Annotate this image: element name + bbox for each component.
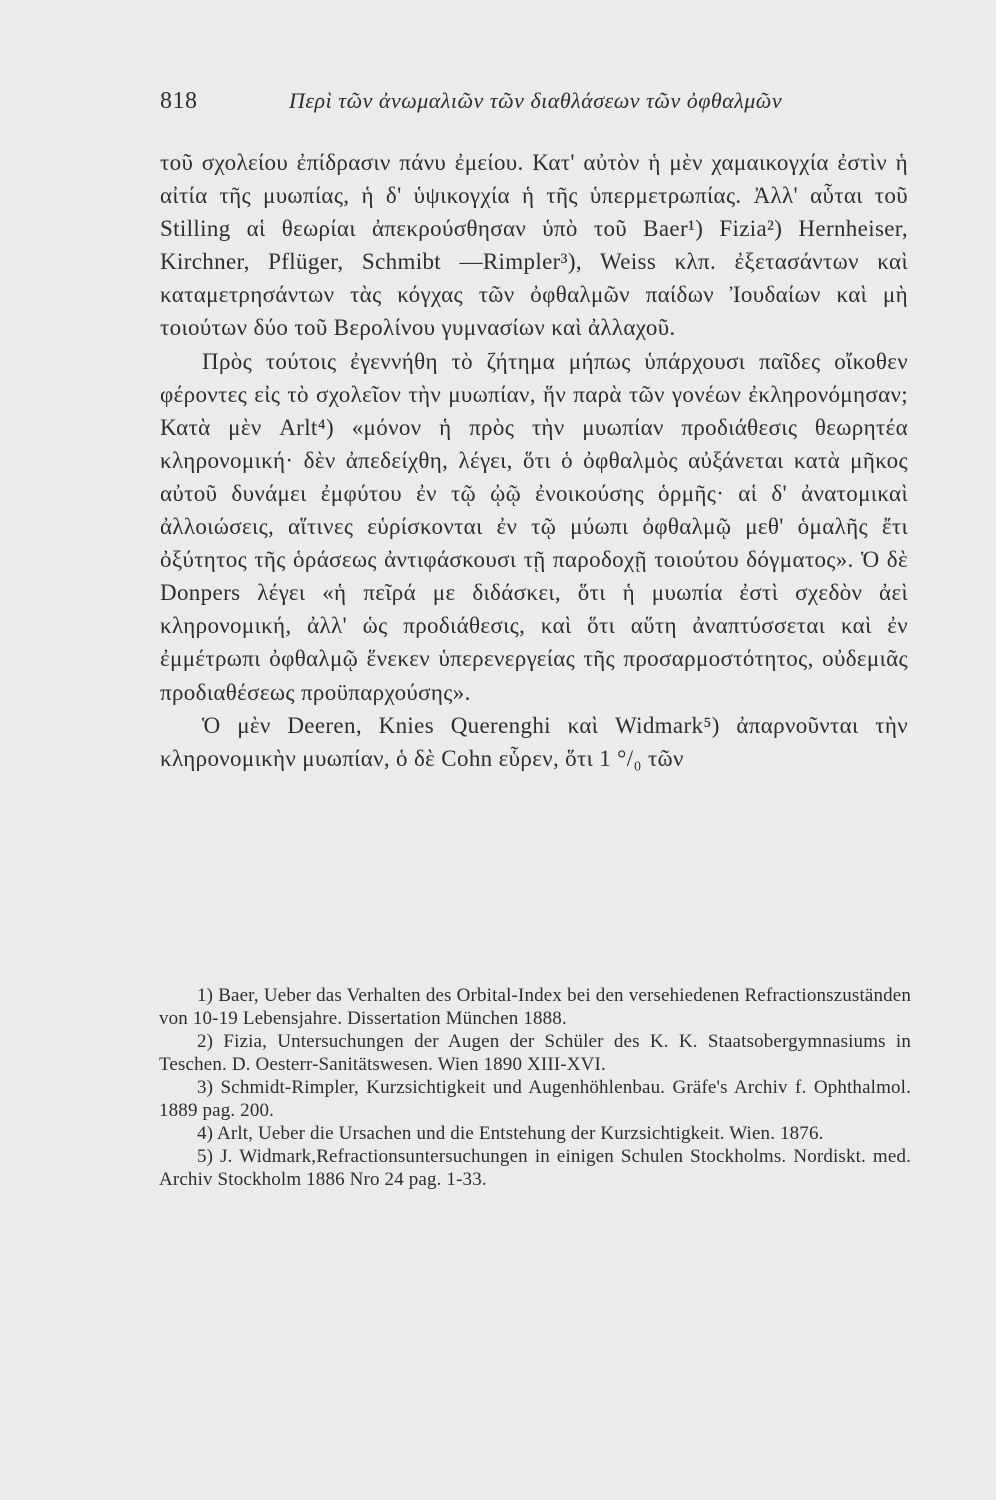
footnote: 2) Fizia, Untersuchungen der Augen der Schüler des K. K. Staatsobergymnasiums in Teschen. D. Oesterr-Sanitätswesen. Wien 1890 XIII-XVI. (159, 1031, 911, 1075)
page-number: 818 (160, 88, 198, 114)
body-text (160, 146, 908, 775)
footnote: 3) Schmidt-Rimpler, Kurzsichtigkeit und Augenhöhlenbau. Gräfe's Archiv f. Ophthalmol. 1889 pag. 200. (159, 1077, 911, 1121)
footnote: 4) Arlt, Ueber die Ursachen und die Entstehung der Kurzsichtigkeit. Wien. 1876. (197, 1123, 824, 1144)
footnote: 1) Baer, Ueber das Verhalten des Orbital-Index bei den versehiedenen Refractionszuständen von 10-19 Lebensjahre. Dissertation München 1888. (159, 985, 911, 1029)
footnotes (159, 984, 911, 1191)
page-header (160, 88, 920, 122)
footnote: 5) J. Widmark,Refractionsuntersuchungen in einigen Schulen Stockholms. Nordiskt. med. Archiv Stockholm 1886 Nro 24 pag. 1-33. (159, 1146, 911, 1190)
paragraph: Πρὸς τούτοις ἐγεννήθη τὸ ζήτημα μήπως ὑπάρχουσι παῖδες οἴκοθεν φέροντες εἰς τὸ σχολεῖον τὴν μυωπίαν, ἥν παρὰ τῶν γονέων ἐκληρονόμησαν; Κατὰ μὲν Arlt⁴) «μόνον ἡ πρὸς τὴν μυωπίαν προδιάθεσις θεωρητέα κληρονομική· δὲν ἀπεδείχθη, λέγει, ὅτι ὁ ὀφθαλμὸς αὐξάνεται κατὰ μῆκος αὐτοῦ δυνάμει ἐμφύτου ἐν τῷ ᾠῷ ἐνοικούσης ὁρμῆς· αἱ δ' ἀνατομικαὶ ἀλλοιώσεις, αἵτινες εὑρίσκονται ἐν τῷ μύωπι ὀφθαλμῷ μεθ' ὁμαλῆς ἔτι ὀξύτητος τῆς ὁράσεως ἀντιφάσκουσι τῇ παροδοχῇ τοιούτου δόγματος». Ὁ δὲ Donpers λέγει «ἡ πεῖρά με διδάσκει, ὅτι ἡ μυωπία ἐστὶ σχεδὸν ἀεὶ κληρονομική, ἀλλ' ὡς προδιάθεσις, καὶ ὅτι αὕτη ἀναπτύσσεται καὶ ἐν ἐμμέτρωπι ὀφθαλμῷ ἕνεκεν ὑπερενεργείας τῆς προσαρμοστότητος, οὐδεμιᾶς προδιαθέσεως προϋπαρχούσης». (160, 348, 908, 705)
running-title: Περὶ τῶν ἀνωμαλιῶν τῶν διαθλάσεων τῶν ὀφθαλμῶν (289, 88, 783, 113)
paragraph: Ὁ μὲν Deeren, Knies Querenghi καὶ Widmark⁵) ἀπαρνοῦνται τὴν κληρονομικὴν μυωπίαν, ὁ δὲ Cohn εὗρεν, ὅτι 1 °/₀ τῶν (160, 712, 908, 771)
paragraph: τοῦ σχολείου ἐπίδρασιν πάνυ ἐμείου. Κατ' αὐτὸν ἡ μὲν χαμαικογχία ἐστὶν ἡ αἰτία τῆς μυωπίας, ἡ δ' ὑψικογχία ἡ τῆς ὑπερμετρωπίας. Ἀλλ' αὗται τοῦ Stilling αἱ θεωρίαι ἀπεκρούσθησαν ὑπὸ τοῦ Baer¹) Fizia²) Hernheiser, Kirchner, Pflüger, Schmibt —Rimpler³), Weiss κλπ. ἐξετασάντων καὶ καταμετρησάντων τὰς κόγχας τῶν ὀφθαλμῶν παίδων Ἰουδαίων καὶ μὴ τοιούτων δύο τοῦ Βερολίνου γυμνασίων καὶ ἀλλαχοῦ. (160, 150, 908, 341)
